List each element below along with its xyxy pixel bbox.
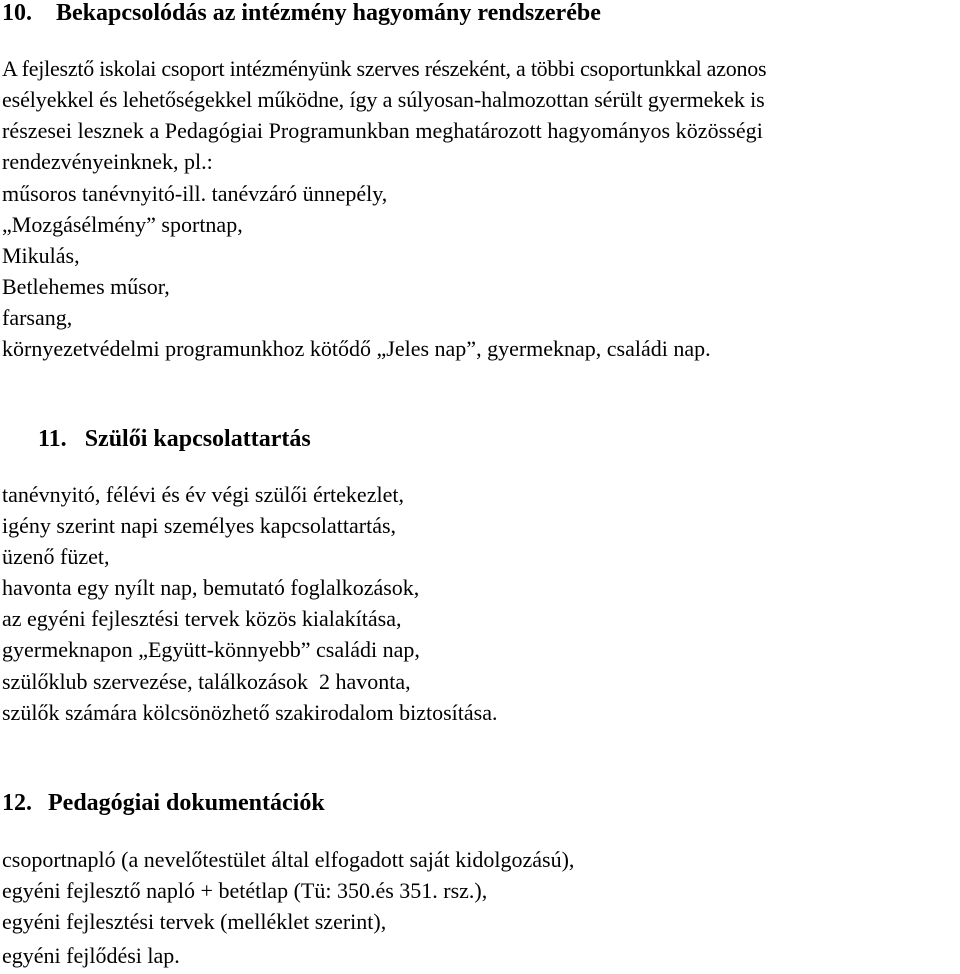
documentation-item: egyéni fejlesztő napló + betétlap (Tü: 350.és 351. rsz.), <box>2 878 488 903</box>
parent-contact-item: szülőklub szervezése, találkozások 2 havonta, <box>2 669 411 694</box>
parent-contact-item: gyermeknapon „Együtt-könnyebb” családi nap, <box>2 637 420 662</box>
section-10-title: Bekapcsolódás az intézmény hagyomány rendszerébe <box>56 0 601 26</box>
documentation-item: csoportnapló (a nevelőtestület által elfogadott saját kidolgozású), <box>2 847 575 872</box>
section-10-paragraph-line: rendezvényeinknek, pl.: <box>2 149 213 174</box>
section-10-paragraph-line: részesei lesznek a Pedagógiai Programunkban meghatározott hagyományos közösségi <box>2 118 763 143</box>
event-list-item: farsang, <box>2 305 73 330</box>
parent-contact-item: üzenő füzet, <box>2 544 110 569</box>
documentation-item: egyéni fejlődési lap. <box>2 943 180 968</box>
event-list-item: műsoros tanévnyitó-ill. tanévzáró ünnepély, <box>2 181 388 206</box>
section-10-number: 10. <box>2 0 32 26</box>
event-list-item: Betlehemes műsor, <box>2 274 170 299</box>
documentation-item: egyéni fejlesztési tervek (melléklet szerint), <box>2 909 387 934</box>
section-10-heading <box>2 0 601 28</box>
parent-contact-item: igény szerint napi személyes kapcsolattartás, <box>2 513 397 538</box>
event-list-item: Mikulás, <box>2 243 80 268</box>
parent-contact-item: tanévnyitó, félévi és év végi szülői értekezlet, <box>2 482 404 507</box>
parent-contact-item: szülők számára kölcsönözhető szakirodalom biztosítása. <box>2 700 498 725</box>
section-12-number: 12. <box>2 790 32 816</box>
section-12-title: Pedagógiai dokumentációk <box>48 790 325 816</box>
section-12-heading <box>2 788 325 818</box>
event-list-item: környezetvédelmi programunkhoz kötődő „Jeles nap”, gyermeknap, családi nap. <box>2 336 711 361</box>
section-11-title: Szülői kapcsolattartás <box>84 426 311 452</box>
section-10-paragraph-line: esélyekkel és lehetőségekkel működne, így a súlyosan-halmozottan sérült gyermekek is <box>2 87 765 112</box>
section-11-number: 11. <box>38 426 67 452</box>
section-10-paragraph-line: A fejlesztő iskolai csoport intézményünk szerves részeként, a többi csoportunkkal azonos <box>2 56 767 81</box>
event-list-item: „Mozgásélmény” sportnap, <box>2 212 243 237</box>
parent-contact-item: havonta egy nyílt nap, bemutató foglalkozások, <box>2 575 420 600</box>
parent-contact-item: az egyéni fejlesztési tervek közös kialakítása, <box>2 606 402 631</box>
section-11-heading <box>38 424 311 454</box>
